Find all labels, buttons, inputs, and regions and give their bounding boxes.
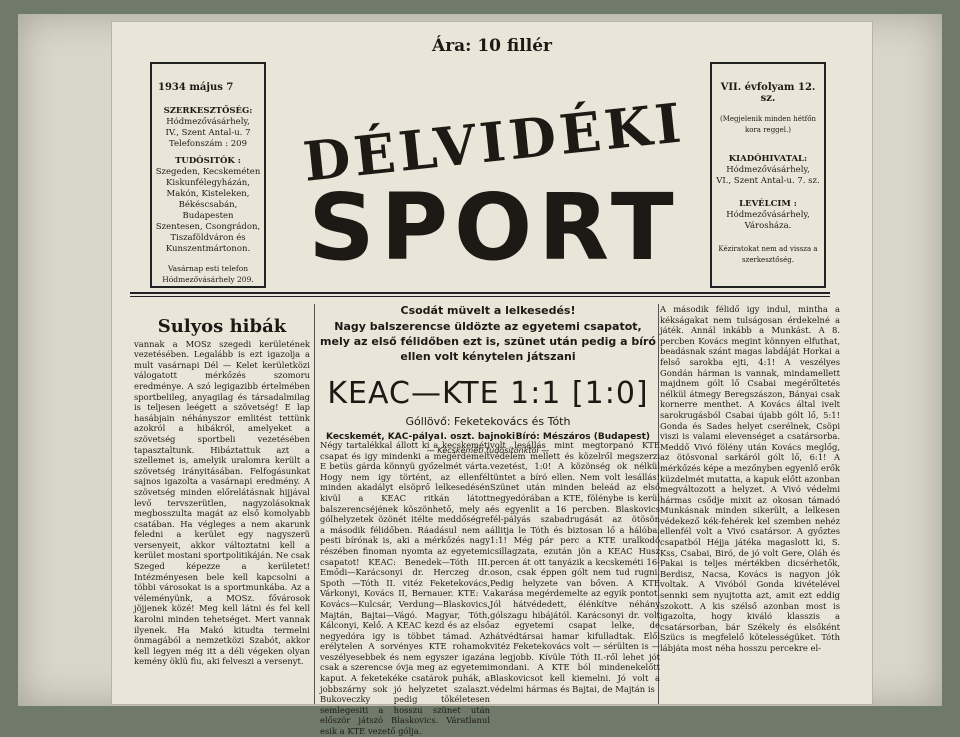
header-rule-thin (130, 296, 830, 297)
publisher-info-box (710, 62, 826, 288)
editorial-line: IV., Szent Antal-u. 7 (165, 128, 251, 138)
headline-scorers: Góllövő: Feketekovács és Tóth (405, 415, 571, 428)
issue-date: 1934 május 7 (158, 82, 234, 93)
mail-title: LEVÉLCIM : (739, 199, 797, 209)
mail-line: Hódmezővásárhely, (726, 210, 810, 220)
publisher-line: Hódmezővásárhely, (726, 165, 810, 175)
headline-sub2: Nagy balszerencse üldözte az egyetemi csapatot, mely az első félidőben ezt is, szünet után pedig a bíró ellen volt kénytelen játszani (320, 320, 656, 363)
reporters-line: Kunszentmártonon. (165, 244, 251, 254)
masthead-line1: DÉLVIDÉKI (300, 90, 688, 194)
masthead-line2: SPORT (308, 174, 680, 281)
headline-score: KEAC—KTE 1:1 [1:0] (327, 376, 649, 411)
volume-label: VII. évfolyam 12. sz. (720, 82, 816, 104)
price-label: Ára: 10 fillér (432, 36, 552, 56)
column-divider (314, 304, 315, 704)
newspaper-page (112, 22, 872, 737)
schedule-note: (Megjelenik minden hétfőn kora reggel.) (720, 115, 816, 134)
reporters-line: Makón, Kisteleken, (166, 189, 250, 199)
match-venue: Kecskemét, KAC-pálya (326, 432, 440, 442)
publisher-line: VI., Szent Antal-u. 7. sz. (716, 176, 820, 186)
match-referee: Bíró: Mészáros (Budapest) (515, 432, 650, 442)
reporters-line: Kiskunfélegyházán, (166, 178, 250, 188)
reporters-line: Szegeden, Kecskeméten (155, 167, 261, 177)
left-article-body: vannak a MOSz szegedi kerületének vezetésében. Legalább is ezt igazolja a mult vasárnapi Dél — Kelet kerületközi válogatott mérkőzés szomoru eredménye. A szó legigazibb értelmében sportbelileg, anyagilag és társadalmilag is teljesen leégett a szövetség! E lap hasábjain néhányszor emlitést tettünk azokról a hibákról, amelyeket a szövetség sportbeli vezetésében tapasztaltunk. Hibáztattuk azt a szellemet is, amelyik uralomra került a szövetség irányitásában. Felfogásunkat sajnos igazolta a vasárnapi eredmény. A szövetség minden előrelátásnak hijjával levő tervszerütlen, nagyzolásoknak megbosszulta magát az első komolyabb csatában. Ha végleges a nem akarunk feledni a kerület egy nagyszerü versenyeit, akkor változtatni kell a kerület mostani sportpolitikáján. Ne csak Szeged képezze a kerületet! Intézményesen bele kell kapcsolni a többi városokat is a sportmunkába. Az a véleményünk, a MOSz. fővárosok jöjjenek közé! Meg kell látni és fel kell karolni minden tehetséget. Mert vannak ilyenek. Ha Makó kitudta termelni önmagából a nemzetközi Szabót, akkor kell legyen még itt a déli végeken olyan kemény öklü fiu, aki felveszi a versenyt. (134, 338, 310, 667)
mail-line: Városháza. (744, 221, 792, 231)
note: Kéziratokat nem ad vissza a szerkesztőség. (718, 245, 818, 264)
correspondent-line: — Kecskeméti tudósítónktól — (426, 446, 550, 455)
middle-column-1: Négy tartalékkal állott ki a kecskeméti csapat és igy mindenki a megérdemelt E betüs gárda könnyü győzelmét várta. Hogy nem igy történt, az ellenfél minden akadályt elsöprő lelkesedésén kivül a KEAC ritkán látott balszerencséjének köszönhető, mely a gólhelyzetek özönét itélte meddőségre a második félidőben. Ráadásul nem a pesti bírónak is, aki a mérkőzés nagy részében finoman nyomta az egyetemi csapatot! KEAC: Benedek—Tóth III. Emődi—Karácsonyi dr. Herczeg dr. Spoth —Tóth II. vitéz Feketekovács, Várkonyi, Kovács II, Bernauer. KTE: V. Kovács—Kulcsár, Verdung—Blaskovics, Majtán, Bajtai—Vágó. Magyar, Tóth, Kálconyi, Kelő. A KEAC kezd és az első negyedóra igy is többet támad. Az erélytelen A sorvényes KTE rohamok veszélyesebbek és nem egyszer igazán csak a szerencse óvja meg az egyetemi kaput. A feketekéke csatárok puhák, a jobbszárny sok jó helyzetet szalaszt. Bukoveczky pedig tökéletesen semlegesiti a hosszu szünet után először játszó Blaskovics. Váratlanul esik a KTE vezető gólja. (320, 440, 490, 737)
reporters-line: Tiszaföldváron és (170, 233, 246, 243)
left-article (134, 316, 310, 704)
reporters-title: TUDÓSITÓK : (175, 156, 241, 166)
match-league: I. oszt. bajnoki (440, 432, 516, 442)
editorial-block (152, 106, 264, 285)
publisher-block (712, 82, 824, 266)
publisher-title: KIADÓHIVATAL: (728, 154, 808, 164)
editorial-info-box (150, 62, 266, 288)
header-rule (130, 292, 830, 294)
reporters-line: Békéscsabán, Budapesten (178, 200, 238, 221)
reporters-line: Szentesen, Csongrádon, (155, 222, 261, 232)
right-column: A második félidő igy indul, mintha a kékságakat nem tulságosan érdekelné a játék. Annál inkább a Munkást. A 8. percben Kovács megint könnyen elfuthat, beadásnak szánt magas labdáját Horkai a felső sarokba ejti, 4:1! A veszélyes Gondán hárman is vannak, mindamellett majdnem gólt lő Csabai megérőltetés nélkül átmegy Beregszászon, Bányai csak kornerre menthet. A Kovács által ivelt sarokrugásból Csabai újabb gólt lő, 5:1! Gonda és Sades helyet cserélnek, Csöpi viszi is valami elevenséget a csatársorba. Meddő Vivó fölény után Kovács meglőg, az ötösvonal sarkáról gólt lő, 6:1! A mérkőzés képe a mezőnyben egyenlő erők küzdelmét mutatta, a kapuk előtt azonban megváltozott a helyzet. A Vivó védelmi hármas csődje mixit az okosan támadó Munkásnak minden sikerült, a lelkesen védekező kék-fehérek kel szemben nehéz ellenfél volt a Vivó csatársor. A győztes csapatból Héjja játéka magaslott ki, S. Kss, Csabai, Biró, de jó volt Gere, Oláh és Pakai is teljes mértékben dicsérhetők, Berdisz, Nacsa, Kovács is nagyon jók voltak. A Vivóból Gonda kivételével sennki sem nyujtotta azt, amit ezt eddig szokott. A kis szélső azonban most is igazolta, hogy kiváló klasszis a csatársorban, bár Székely és elsőként Szücs is megfelelő kötelességüket. Tóth lábjáta most néha hosszu percekre el- (660, 304, 840, 653)
phone-line: Vasárnap esti telefon (167, 264, 249, 273)
middle-column-2: volt lesállás mint megtorpanó KTE védelem mellett és közelről megszerzi vezetést, 1:0! A közönség ok nélkül tüntet a bíró ellen. Nem volt lesállás! Szünet után minden beleád az első negyedórában a KTE, fölénybe is kerül és egyenlit a 16 percben. Blaskovics fél-pályás szabadrugását az ötösön állitja le Tóth és biztosan lő a hálóba, 1:1! Még pár perc a KTE uralkodó csillagzata, ezután jön a KEAC Husz percen át ott tanyázik a kecskeméti 16-oson, csak éppen gólt nem tud rugni. Pedig helyzete van bőven. A KTE akarása megérdemelte az egyik pontot. Jól hátvédedett, élénkítve néhány gólszagu hibájától. Karácsonyi dr. volt az egyetemi csapat lelke, de hátvédtársai hamar kifulladtak. Elől vitéz Feketekovács volt — sérülten is — a legjobb. Kívüle Tóth II.-ről lehet jót mondani. A KTE ból mindenekelőtt Blaskovicsot kell kiemelni. Jó volt a védelmi hármas és Bajtai, de Majtán is (490, 440, 660, 694)
phone-line: Hódmezővásárhely 209. (162, 275, 254, 284)
left-article-title: Sulyos hibák (157, 316, 287, 337)
main-headline (318, 304, 658, 455)
headline-sub1: Csodát müvelt a lelkesedés! (400, 304, 576, 317)
editorial-line: Telefonszám : 209 (169, 139, 247, 149)
masthead (292, 62, 696, 292)
editorial-title: SZERKESZTŐSÉG: (163, 106, 253, 116)
editorial-line: Hódmezővásárhely, (166, 117, 250, 127)
